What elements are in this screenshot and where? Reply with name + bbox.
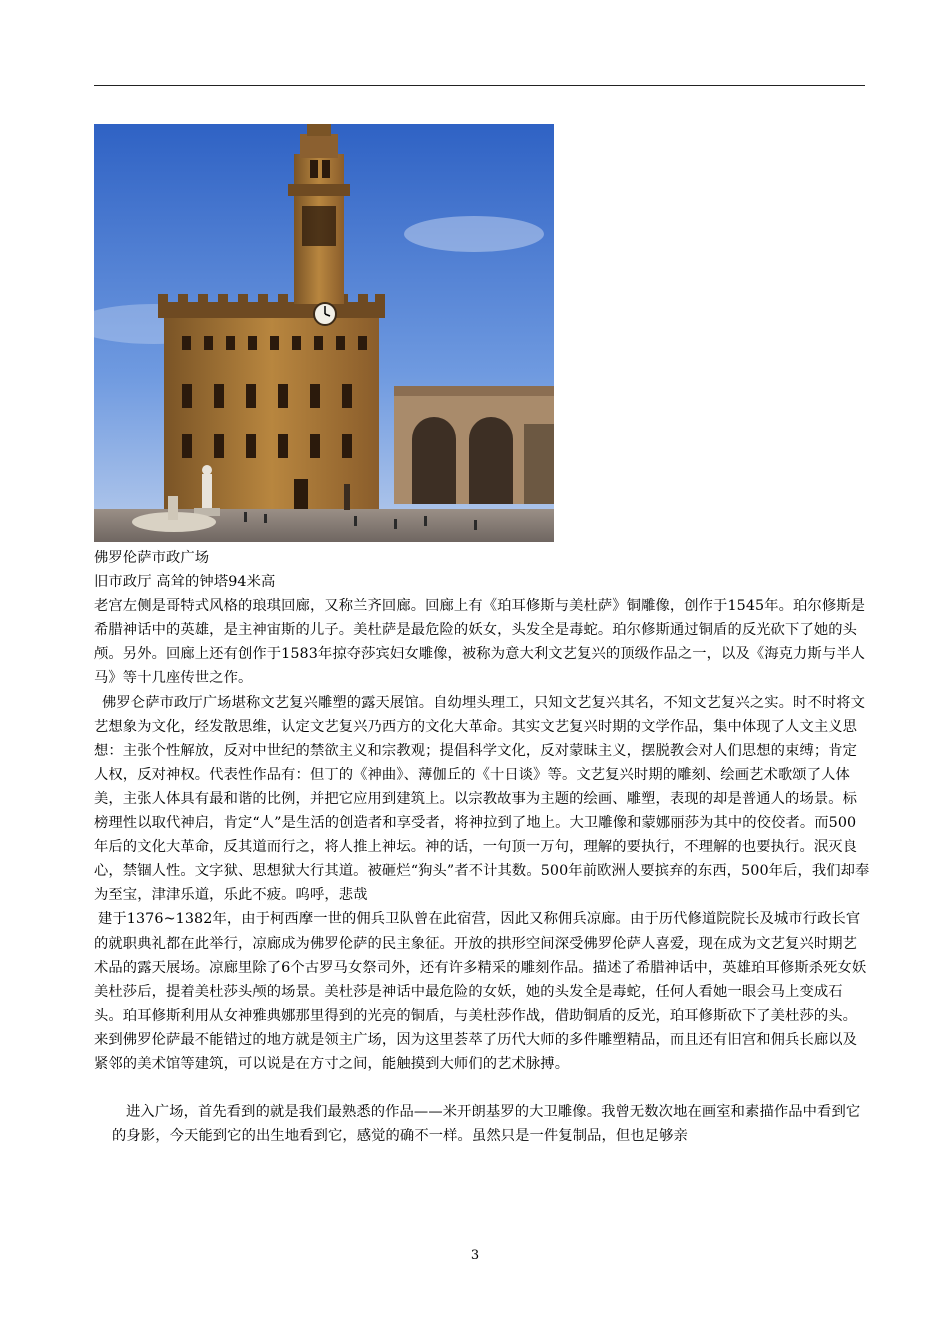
palazzo-vecchio-photo bbox=[94, 124, 554, 542]
photo-caption-subtitle: 旧市政厅 高耸的钟塔94米高 bbox=[94, 574, 276, 591]
paragraph-loggia-statues: 老宫左侧是哥特式风格的琅琪回廊，又称兰齐回廊。回廊上有《珀耳修斯与美杜萨》铜雕像，创作于1545年。珀尔修斯是希腊神话中的英雄，是主神宙斯的儿子。美杜萨是最危险的妖女，头发全是毒蛇。珀尔修斯通过铜盾的反光砍下了她的头颅。另外。回廊上还有创作于1583年掠夺莎宾妇女雕像，被称为意大利文艺复兴的顶级作品之一，以及《海克力斯与半人马》等十几座传世之作。 bbox=[94, 598, 866, 687]
page-number: 3 bbox=[470, 1248, 480, 1263]
paragraph-renaissance-reflection: 佛罗仑萨市政厅广场堪称文艺复兴雕塑的露天展馆。自幼埋头理工，只知文艺复兴其名，不知文艺复兴之实。时不时将文艺想象为文化，经发散思维，认定文艺复兴乃西方的文化大革命。其实文艺复兴时期的文学作品，集中体现了人文主义思想：主张个性解放，反对中世纪的禁欲主义和宗教观；提倡科学文化，反对蒙昧主义，摆脱教会对人们思想的束缚；肯定人权，反对神权。代表性作品有：但丁的《神曲》、薄伽丘的《十日谈》等。文艺复兴时期的雕刻、绘画艺术歌颂了人体美，主张人体具有最和谐的比例，并把它应用到建筑上。以宗教故事为主题的绘画、雕塑，表现的却是普通人的场景。标榜理性以取代神启，肯定“人”是生活的创造者和享受者，将神拉到了地上。大卫雕像和蒙娜丽莎为其中的佼佼者。而500年后的文化大革命，反其道而行之，将人推上神坛。神的话，一句顶一万句，理解的要执行，不理解的也要执行。泯灭良心，禁锢人性。文字狱、思想狱大行其道。被砸烂“狗头”者不计其数。500年前欧洲人要摈弃的东西，500年后，我们却奉为至宝，津津乐道，乐此不疲。呜呼，悲哉 bbox=[94, 694, 870, 904]
header-rule bbox=[94, 85, 865, 86]
paragraph-piazza-intro: 来到佛罗伦萨最不能错过的地方就是领主广场，因为这里荟萃了历代大师的多件雕塑精品，而且还有旧宫和佣兵长廊以及紧邻的美术馆等建筑，可以说是在方寸之间，能触摸到大师们的艺术脉搏。 bbox=[94, 1031, 858, 1072]
article-body bbox=[94, 546, 870, 1148]
paragraph-david-statue: 进入广场，首先看到的就是我们最熟悉的作品——米开朗基罗的大卫雕像。我曾无数次地在画室和素描作品中看到它的身影，今天能到它的出生地看到它，感觉的确不一样。虽然只是一件复制品，但也足够亲 bbox=[112, 1104, 861, 1145]
paragraph-loggia-history: 建于1376~1382年，由于柯西摩一世的佣兵卫队曾在此宿营，因此又称佣兵凉廊。由于历代修道院院长及城市行政长官的就职典礼都在此举行，凉廊成为佛罗伦萨的民主象征。开放的拱形空间深受佛罗伦萨人喜爱，现在成为文艺复兴时期艺术品的露天展场。凉廊里除了6个古罗马女祭司外，还有许多精采的雕刻作品。描述了希腊神话中，英雄珀耳修斯杀死女妖美杜莎后，提着美杜莎头颅的场景。美杜莎是神话中最危险的女妖，她的头发全是毒蛇，任何人看她一眼会马上变成石头。珀耳修斯利用从女神雅典娜那里得到的光亮的铜盾，与美杜莎作战，借助铜盾的反光，珀耳修斯砍下了美杜莎的头。 bbox=[94, 911, 867, 1024]
paragraph-gap bbox=[94, 1076, 870, 1100]
photo-caption-title: 佛罗伦萨市政广场 bbox=[94, 550, 210, 566]
